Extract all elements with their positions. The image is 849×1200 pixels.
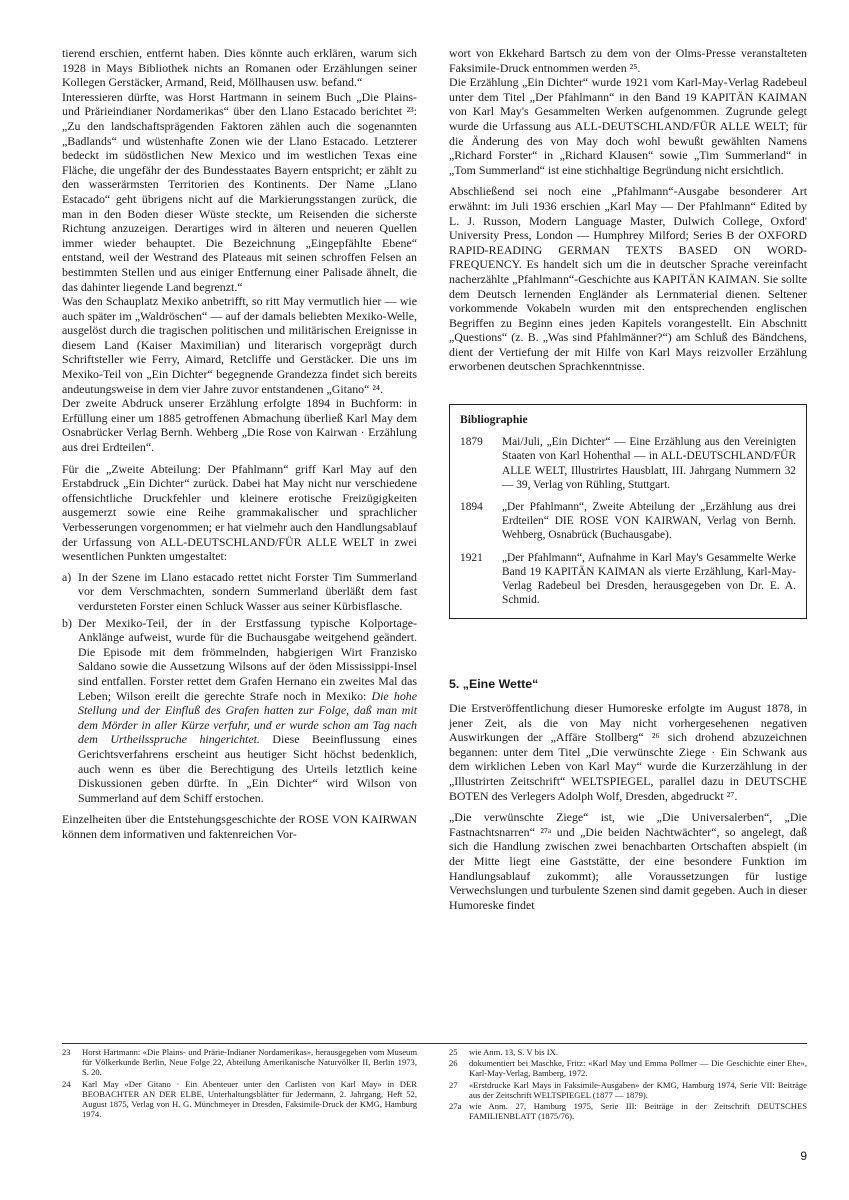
paragraph: Die Erzählung „Ein Dichter“ wurde 1921 vom Karl-May-Verlag Radebeul unter dem Titel „Der Pfahlmann“ in den Band 19 KAPITÄN KAIMAN von Karl May's Gesammelten Werken aufgenommen. Zugrunde gelegt wurde die Urfassung aus ALL-DEUTSCHLAND/FÜR ALLE WELT; für die Änderung des von May doch wohl bewußt gewählten Namens „Richard Forster“ in „Richard Klausen“ sowie „Tim Summerland“ in „Tom Summerland“ ist eine stichhaltige Begründung nicht ersichtlich.	[449, 75, 807, 177]
list-item-label: b)	[62, 615, 72, 630]
list-item-label: a)	[62, 569, 72, 584]
bibliography-text: „Der Pfahlmann“, Zweite Abteilung der „Erzählung aus drei Erdteilen“ DIE ROSE VON KAIRWAN, Verlag von Bernh. Wehberg, Osnabrück (Buchausgabe).	[502, 501, 796, 542]
bibliography-year: 1879	[460, 436, 483, 449]
paragraph: Was den Schauplatz Mexiko anbetrifft, so ritt May vermutlich hier — wie auch später im „Waldröschen“ — auf der damals beliebten Mexiko-Welle, ausgelöst durch die tragischen politischen und militärischen Ereignisse in diesem Land (Kaiser Maximilian) und literarisch vorgeprägt durch Schriftsteller wie Ferry, Aimard, Retcliffe und Gerstäcker. Die uns im Mexiko-Teil von „Ein Dichter“ begegnende Grandezza findet sich bereits andeutungsweise in dem vier Jahre zuvor entstandenen „Gitano“ ²⁴.	[62, 294, 417, 396]
footnote-number: 26	[449, 1058, 458, 1069]
bibliography-year: 1894	[460, 501, 483, 514]
list-item-text: Diese Beeinflussung eines Gerichtsverfahrens erscheint aus heutiger Sicht höchst bedenklich, auch wenn es über die Berechtigung des Urteils letztlich keine Diskussionen geben dürfte. In „Ein Dichter“ wird Wilson von Summerland auf dem Schiff erstochen.	[78, 732, 417, 805]
list-item-text: Der Mexiko-Teil, der in der Erstfassung typische Kolportage-Anklänge aufweist, wurde für die Buchausgabe weitgehend geändert. Die Episode mit dem frömmelnden, habgierigen Wirt Franzisko Saldano sowie die Aussetzung Wilsons auf der öden Mississippi-Insel sind entfallen. Forster rettet dem Grafen Hernano ein zweites Mal das Leben; Wilson ereilt die gerechte Strafe noch in Mexiko:	[78, 615, 417, 703]
change-list	[62, 570, 417, 806]
footnote-number: 27a	[449, 1101, 462, 1112]
paragraph: tierend erschien, entfernt haben. Dies könnte auch erklären, warum sich 1928 in Mays Bibliothek nichts an Romanen oder Erzählungen seiner Kollegen Gerstäcker, Armand, Reid, Möllhausen usw. befand.“	[62, 46, 417, 90]
quotation-italic: Die hohe Stellung und der Einfluß des Grafen hatten zur Folge, daß man mit dem Mörder in aller Kürze verfuhr, und er wurde schon am Tag nach dem Urtheilsspruche hingerichtet.	[78, 688, 417, 747]
page-number: 9	[800, 1149, 807, 1163]
bibliography-entry	[460, 551, 796, 608]
paragraph: wort von Ekkehard Bartsch zu dem von der Olms-Presse veranstalteten Faksimile-Druck entnommen werden ²⁵.	[449, 46, 807, 75]
paragraph: Die Erstveröffentlichung dieser Humoreske erfolgte im August 1878, in jener Zeit, als die von May nicht vorhergesehenen negativen Auswirkungen der „Affäre Stollberg“ ²⁶ sich drohend abzuzeichnen begannen: unter dem Titel „Die verwünschte Ziege · Ein Schwank aus dem wirklichen Leben von Karl May“ wurde die Kurzerzählung in der „Illustrirten Zeitschrift“ WELTSPIEGEL, parallel dazu in DEUTSCHE BOTEN des Verlegers Adolph Wolf, Dresden, abgedruckt ²⁷.	[449, 701, 807, 803]
bibliography-year: 1921	[460, 551, 483, 564]
paragraph: Einzelheiten über die Entstehungsgeschichte der ROSE VON KAIRWAN können dem informativen und faktenreichen Vor-	[62, 812, 417, 841]
bibliography-text: „Der Pfahlmann“, Aufnahme in Karl May's Gesammelte Werke Band 19 KAPITÄN KAIMAN als vierte Erzählung, Karl-May-Verlag Radebeul bei Dresden, herausgegeben von Dr. E. A. Schmid.	[502, 551, 796, 607]
footnote	[62, 1079, 417, 1120]
list-item-text: In der Szene im Llano estacado rettet nicht Forster Tim Summerland vor dem Verschmachten, sondern Summerland überläßt dem fast verdursteten Forster einen Schluck Wasser aus seiner Kürbisflasche.	[78, 569, 417, 613]
footnote	[449, 1047, 807, 1057]
left-column	[62, 46, 417, 841]
footnote	[62, 1047, 417, 1078]
bibliography-box	[449, 404, 807, 618]
paragraph: Für die „Zweite Abteilung: Der Pfahlmann“ griff Karl May auf den Erstabdruck „Ein Dichter“ zurück. Dabei hat May nicht nur verschiedene offensichtliche Druckfehler und kleinere erotische Freizügigkeiten ausgemerzt sowie eine Reihe grammakalischer und sprachlicher Verbesserungen vorgenommen; er hat vielmehr auch den Handlungsablauf der Urfassung von ALL-DEUTSCHLAND/FÜR ALLE WELT in zwei wesentlichen Punkten umgestaltet:	[62, 461, 417, 564]
right-column	[449, 46, 807, 912]
bibliography-text: Mai/Juli, „Ein Dichter“ — Eine Erzählung aus den Vereinigten Staaten von Karl Hohenthal — in ALL-DEUTSCHLAND/FÜR ALLE WELT, Illustrirtes Hausblatt, III. Jahrgang Nummern 32 — 39, Verlag von Rühling, Stuttgart.	[502, 436, 796, 491]
bibliography-entry	[460, 500, 796, 543]
footnote-text: «Erstdrucke Karl Mays in Faksimile-Ausgaben» der KMG, Hamburg 1974, Serie VII: Beiträge aus der Zeitschrift WELTSPIEGEL (1877 — 1879).	[469, 1079, 807, 1100]
footnote-number: 25	[449, 1047, 458, 1057]
bibliography-entry	[460, 435, 796, 492]
paragraph: Interessieren dürfte, was Horst Hartmann in seinem Buch „Die Plains- und Prärieindianer Nordamerikas“ über den Llano Estacado berichtet ²³: „Zu den landschaftsprägenden Faktoren zählen auch die sogenannten „Badlands“ und wüstenhafte Zonen wie der Llano Estacado. Letzterer bedeckt im südöstlichen New Mexico und im westlichen Texas eine Fläche, die ungefähr der des Bundesstaates Bayern entspricht; er zählt zu den wasserärmsten Territorien des Kontinents. Der Name „Llano Estacado“ geht übrigens nicht auf die Markierungsstangen zurück, die man in den Boden dieser Wüste steckte, um Reisenden die sicherste Richtung anzuzeigen. Derartiges wird in älteren und neueren Quellen immer wieder behauptet. Die Bezeichnung „Eingepfählte Ebene“ entstand, weil der Westrand des Plateaus mit seinen schroffen Felsen an bestimmten Stellen und aus einiger Entfernung einer Palisade ähnelt, die das dahinter liegende Land begrenzt.“	[62, 89, 417, 294]
footnote-text: Horst Hartmann: «Die Plains- und Prärie-Indianer Nordamerikas», herausgegeben vom Museum für Völkerkunde Berlin, Neue Folge 22, Abteilung Amerikanische Naturvölker II, Berlin 1973, S. 20.	[82, 1047, 417, 1078]
bibliography-title: Bibliographie	[460, 413, 528, 427]
footnote-divider	[62, 1043, 807, 1044]
footnote-number: 24	[62, 1078, 71, 1089]
list-item	[62, 570, 417, 614]
paragraph: Der zweite Abdruck unserer Erzählung erfolgte 1894 in Buchform: in Erfüllung einer um 1885 getroffenen Abmachung überließ Karl May dem Osnabrücker Verlag Bernh. Wehberg „Die Rose von Kairwan · Erzählung aus drei Erdteilen“.	[62, 396, 417, 455]
footnote-text: wie Anm. 13, S. V bis IX.	[469, 1047, 558, 1057]
footnote	[449, 1101, 807, 1121]
footnote-text: dokumentiert bei Maschke, Fritz: «Karl May und Emma Pollmer — Die Geschichte einer Ehe», Karl-May-Verlag, Bamberg, 1972.	[469, 1058, 807, 1079]
section-heading: 5. „Eine Wette“	[449, 676, 539, 691]
footnote-text: wie Anm. 27, Hamburg 1975, Serie III: Beiträge in der Zeitschrift DEUTSCHES FAMILIENBLATT (1875/76).	[469, 1101, 807, 1122]
list-item	[62, 616, 417, 806]
footnote-number: 23	[62, 1047, 71, 1057]
footnote-text: Karl May «Der Gitano · Ein Abenteuer unter den Carlisten von Karl May» in DER BEOBACHTER AN DER ELBE, Unterhaltungsblätter für Jedermann, 2. Jahrgang, Heft 52, August 1875, Verlag von H. G. Münchmeyer in Dresden, Faksimile-Druck der KMG, Hamburg 1974.	[82, 1078, 417, 1120]
footnotes-right	[449, 1047, 807, 1122]
paragraph: „Die verwünschte Ziege“ ist, wie „Die Universalerben“, „Die Fastnachtsnarren“ ²⁷ᵃ und „Die beiden Nachtwächter“, so angelegt, daß sich die Handlung zwischen zwei benachbarten Ortschaften abspielt (in der Mitte liegt eine Gaststätte, der eine besondere Funktion im Handlungsablauf zukommt); alle Voraussetzungen für lustige Verwechslungen und turbulente Szenen sind damit gegeben. Auch in dieser Humoreske findet	[449, 810, 807, 912]
footnote-number: 27	[449, 1079, 458, 1090]
footnote	[449, 1080, 807, 1100]
footnotes-left	[62, 1047, 417, 1120]
footnote	[449, 1058, 807, 1078]
paragraph: Abschließend sei noch eine „Pfahlmann“-Ausgabe besonderer Art erwähnt: im Juli 1936 erschien „Karl May — Der Pfahlmann“ Edited by L. J. Russon, Modern Language Master, Dulwich College, Oxford' University Press, London — Humphrey Milford; Series B der OXFORD RAPID-READING GERMAN TEXTS BASED ON WORD-FREQUENCY. Es handelt sich um die in deutscher Sprache vereinfacht nacherzählte „Pfahlmann“-Geschichte aus KAPITÄN KAIMAN. Sie sollte dem Deutsch lernenden Engländer als Lernmaterial dienen. Seltener vorkommende Vokabeln wurden mit den entsprechenden englischen Begriffen zu Beginn eines jeden Kapitels vorangestellt. Ein Abschnitt „Questions“ (z. B. „Was sind Pfahlmänner?“) am Schluß des Bändchens, dient der Vertiefung der mit Hilfe von Karl Mays reizvoller Erzählung erworbenen deutschen Sprachkenntnisse.	[449, 184, 807, 374]
